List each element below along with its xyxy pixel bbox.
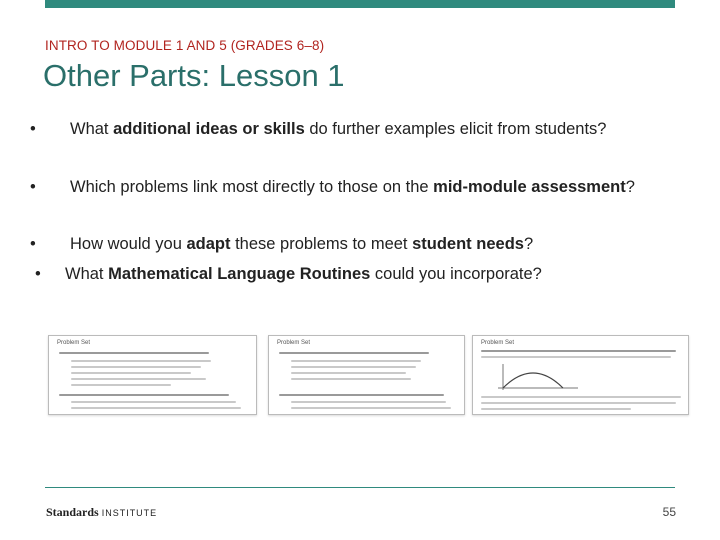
- graph-sketch-icon: [493, 362, 583, 392]
- footer-rule: [45, 487, 675, 488]
- bullet-item: • Which problems link most directly to those on the mid-module assessment?: [30, 176, 635, 199]
- top-accent-bar: [45, 0, 675, 8]
- page-title: Other Parts: Lesson 1: [43, 58, 345, 93]
- bullet-dot-icon: •: [35, 265, 41, 283]
- bullet-dot-icon: •: [30, 178, 36, 196]
- bullet-item: • What additional ideas or skills do further examples elicit from students?: [30, 118, 607, 141]
- thumbnail-heading: Problem Set: [277, 340, 311, 346]
- standards-institute-logo: Standards INSTITUTE: [46, 505, 158, 519]
- section-eyebrow: INTRO TO MODULE 1 AND 5 (GRADES 6–8): [45, 38, 325, 53]
- problem-set-thumbnail[interactable]: [48, 335, 257, 415]
- bullet-item: • What Mathematical Language Routines could you incorporate?: [30, 263, 542, 286]
- bullet-item: • How would you adapt these problems to meet student needs?: [30, 233, 533, 256]
- page-number: 55: [662, 505, 676, 519]
- problem-set-thumbnail[interactable]: [268, 335, 465, 415]
- bullet-dot-icon: •: [30, 120, 36, 138]
- problem-set-thumbnail[interactable]: [472, 335, 689, 415]
- thumbnail-heading: Problem Set: [481, 340, 515, 346]
- bullet-dot-icon: •: [30, 235, 36, 253]
- thumbnail-heading: Problem Set: [57, 340, 91, 346]
